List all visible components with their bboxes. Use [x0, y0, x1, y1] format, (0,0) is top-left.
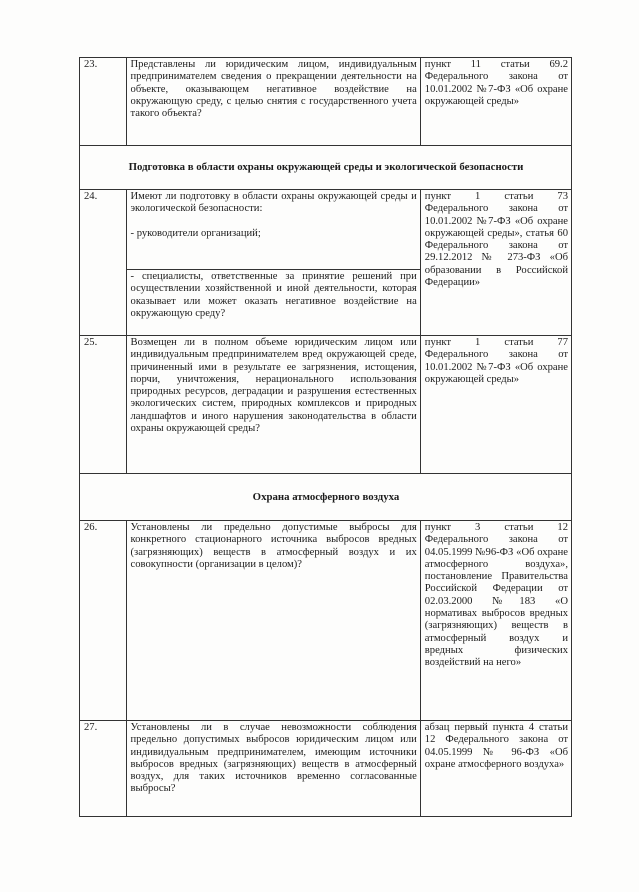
item-legal-reference: пункт 3 статьи 12 Федерального закона от 04.05.1999 №96-ФЗ «Об охране атмосферного воздуха», постановление Правительства Российской Федерации от 02.03.2000 №183 «О нормативах выбросов вредных (загрязняющих) веществ в атмосферный воздух и вредных физических воздействий на него» [420, 521, 571, 721]
section-heading-row [80, 146, 572, 190]
table-row [80, 521, 572, 721]
item-legal-reference: пункт 1 статьи 73 Федерального закона от 10.01.2002 №7-ФЗ «Об охране окружающей среды», статья 60 Федерального закона от 29.12.2012 № 273-ФЗ «Об образовании в Российской Федерации» [420, 190, 571, 336]
item-number: 26. [80, 521, 127, 721]
table-row [80, 58, 572, 146]
section-heading-row [80, 474, 572, 521]
item-question-subitem: - руководители организаций; [130, 227, 261, 239]
item-legal-reference: абзац первый пункта 4 статьи 12 Федерального закона от 04.05.1999 № 96-ФЗ «Об охране атмосферного воздуха» [420, 721, 571, 817]
item-number: 23. [80, 58, 127, 146]
item-legal-reference: пункт 1 статьи 77 Федерального закона от 10.01.2002 №7-ФЗ «Об охране окружающей среды» [420, 336, 571, 474]
section-title: Подготовка в области охраны окружающей среды и экологической безопасности [80, 146, 572, 190]
table-row [80, 336, 572, 474]
item-question-subitem: - специалисты, ответственные за принятие решений при осуществлении хозяйственной и иной деятельности, которая оказывает или может оказать негативное воздействие на окружающую среду? [126, 270, 420, 336]
item-question: Представлены ли юридическим лицом, индивидуальным предпринимателем сведения о прекращении деятельности на объекте, оказывающем негативное воздействие на окружающую среду, с целью снятия с государственного учета такого объекта? [126, 58, 420, 146]
item-number: 24. [80, 190, 127, 336]
section-title: Охрана атмосферного воздуха [80, 474, 572, 521]
item-question: Установлены ли в случае невозможности соблюдения предельно допустимых выбросов юридическим лицом или индивидуальным предпринимателем, имеющим источники выбросов вредных (загрязняющих) веществ в атмосферный воздух, для таких источников временно согласованные выбросы? [126, 721, 420, 817]
item-question: Установлены ли предельно допустимые выбросы для конкретного стационарного источника выбросов вредных (загрязняющих) веществ в атмосферный воздух и их совокупности (организации в целом)? [126, 521, 420, 721]
table-row [80, 190, 572, 270]
checklist-table [79, 57, 572, 817]
item-number: 27. [80, 721, 127, 817]
item-question-intro: Имеют ли подготовку в области охраны окружающей среды и экологической безопасности: [130, 191, 417, 215]
item-number: 25. [80, 336, 127, 474]
item-question [126, 190, 420, 270]
item-question: Возмещен ли в полном объеме юридическим лицом или индивидуальным предпринимателем вред окружающей среде, причиненный ими в результате ее загрязнения, истощения, порчи, уничтожения, нерационального использования природных ресурсов, деградации и разрушения естественных экологических систем, природных комплексов и природных ландшафтов и иного нарушения законодательства в области охраны окружающей среды? [126, 336, 420, 474]
table-row [80, 721, 572, 817]
item-legal-reference: пункт 11 статьи 69.2 Федерального закона от 10.01.2002 №7-ФЗ «Об охране окружающей среды» [420, 58, 571, 146]
